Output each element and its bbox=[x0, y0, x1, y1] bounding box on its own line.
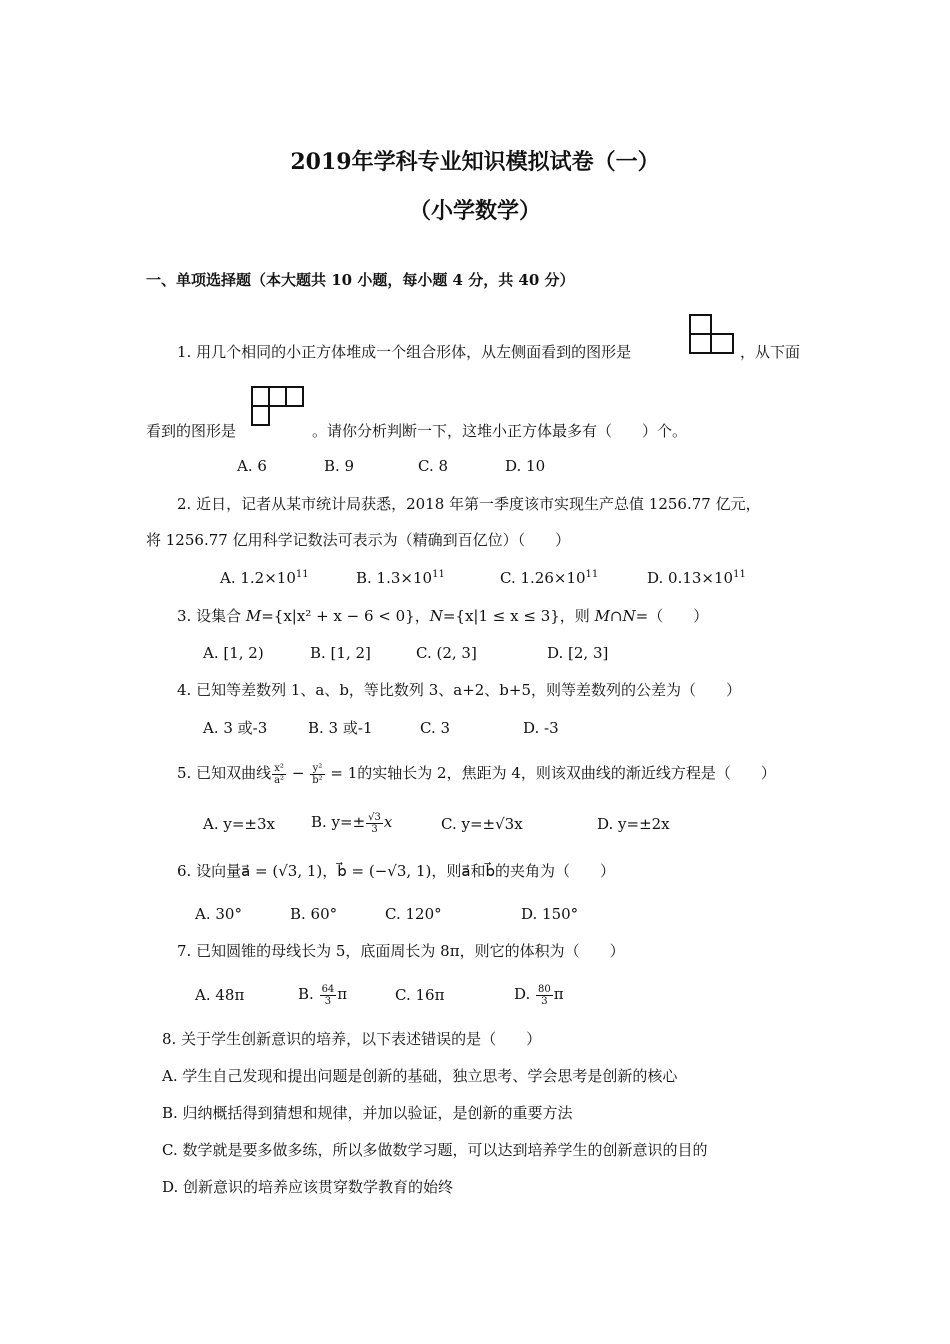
q3-text: 3. 设集合 M={x|x² + x − 6 < 0}，N={x|1 ≤ x ≤ 3}，则 M∩N=（ ） bbox=[177, 607, 709, 625]
section-heading: 一、单项选择题（本大题共 10 小题，每小题 4 分，共 40 分） bbox=[146, 271, 575, 289]
q1-line1-post: ，从下面 bbox=[740, 343, 801, 361]
q8-option-a: A. 学生自己发现和提出问题是创新的基础，独立思考、学会思考是创新的核心 bbox=[162, 1067, 678, 1085]
q5-option-c: C. y=±√3x bbox=[441, 815, 523, 833]
q2-line2: 将 1256.77 亿用科学记数法可表示为（精确到百亿位）（ ） bbox=[146, 531, 571, 549]
q4-text: 4. 已知等差数列 1、a、b，等比数列 3、a+2、b+5，则等差数列的公差为（ ） bbox=[177, 681, 742, 699]
q8-option-d: D. 创新意识的培养应该贯穿数学教育的始终 bbox=[162, 1178, 454, 1196]
q1-option-b: B. 9 bbox=[324, 457, 355, 475]
q3-option-d: D. [2, 3] bbox=[547, 644, 609, 662]
q2-option-c: C. $1.26\times 10^{11}$ bbox=[500, 569, 599, 587]
q7-option-b: B. $\frac{64}{3}$ π bbox=[298, 983, 348, 1007]
q8-option-b: B. 归纳概括得到猜想和规律，并加以验证，是创新的重要方法 bbox=[162, 1104, 573, 1122]
q8-text: 8. 关于学生创新意识的培养，以下表述错误的是（ ） bbox=[162, 1030, 542, 1048]
q4-option-d: D. -3 bbox=[523, 719, 559, 737]
bottom-view-icon bbox=[250, 385, 308, 429]
q5-option-b: B. y=± $\frac{√3}{3}$ x bbox=[311, 811, 393, 835]
q2-option-a: A. $1.2\times 10^{11}$ bbox=[220, 569, 309, 587]
q1-line2-pre: 看到的图形是 bbox=[146, 422, 237, 440]
q6-option-d: D. 150° bbox=[521, 905, 579, 923]
q7-option-a: A. 48π bbox=[195, 986, 245, 1004]
q6-option-b: B. 60° bbox=[290, 905, 338, 923]
q1-option-a: A. 6 bbox=[237, 457, 267, 475]
q2-option-b: B. $1.3\times 10^{11}$ bbox=[356, 569, 445, 587]
q7-option-c: C. 16π bbox=[395, 986, 445, 1004]
q1-option-d: D. 10 bbox=[505, 457, 546, 475]
q1-line1-pre: 1. 用几个相同的小正方体堆成一个组合形体，从左侧面看到的图形是 bbox=[177, 343, 632, 361]
q7-text: 7. 已知圆锥的母线长为 5，底面周长为 8π，则它的体积为（ ） bbox=[177, 942, 625, 960]
q1-line2-post: 。请你分析判断一下，这堆小正方体最多有（ ）个。 bbox=[312, 422, 688, 440]
q5-option-a: A. y=±3x bbox=[203, 815, 275, 833]
q7-option-d: D. $\frac{80}{3}$ π bbox=[514, 983, 564, 1007]
q3-option-c: C. (2, 3] bbox=[416, 644, 477, 662]
q1-option-c: C. 8 bbox=[418, 457, 449, 475]
q4-option-c: C. 3 bbox=[420, 719, 451, 737]
q2-line1: 2. 近日，记者从某市统计局获悉，2018 年第一季度该市实现生产总值 1256.77 亿元， bbox=[177, 495, 761, 513]
q5-text: 5. 已知双曲线 $\frac{\text{x²}}{\text{a²}}$ − $\frac{\text{y²}}{\text{b²}}$ = 1的实轴长为 2，焦距为 4，则该双曲线的渐近线方程是（ ） bbox=[177, 762, 776, 786]
q4-option-b: B. 3 或-1 bbox=[308, 719, 373, 737]
q3-option-a: A. [1, 2) bbox=[203, 644, 264, 662]
q3-option-b: B. [1, 2] bbox=[310, 644, 371, 662]
q2-option-d: D. $0.13\times 10^{11}$ bbox=[647, 569, 746, 587]
q8-option-c: C. 数学就是要多做多练，所以多做数学习题，可以达到培养学生的创新意识的目的 bbox=[162, 1141, 708, 1159]
left-view-icon bbox=[688, 313, 736, 355]
q4-option-a: A. 3 或-3 bbox=[203, 719, 268, 737]
q6-text: 6. 设向量a⃗ = (√3, 1)，b⃗ = (−√3, 1)，则a⃗和b⃗的夹角为（ ） bbox=[177, 862, 616, 880]
q5-option-d: D. y=±2x bbox=[597, 815, 670, 833]
q6-option-c: C. 120° bbox=[385, 905, 442, 923]
page-subtitle: （小学数学） bbox=[408, 198, 541, 224]
page-title: 2019年学科专业知识模拟试卷（一） bbox=[290, 149, 660, 175]
q6-option-a: A. 30° bbox=[195, 905, 242, 923]
